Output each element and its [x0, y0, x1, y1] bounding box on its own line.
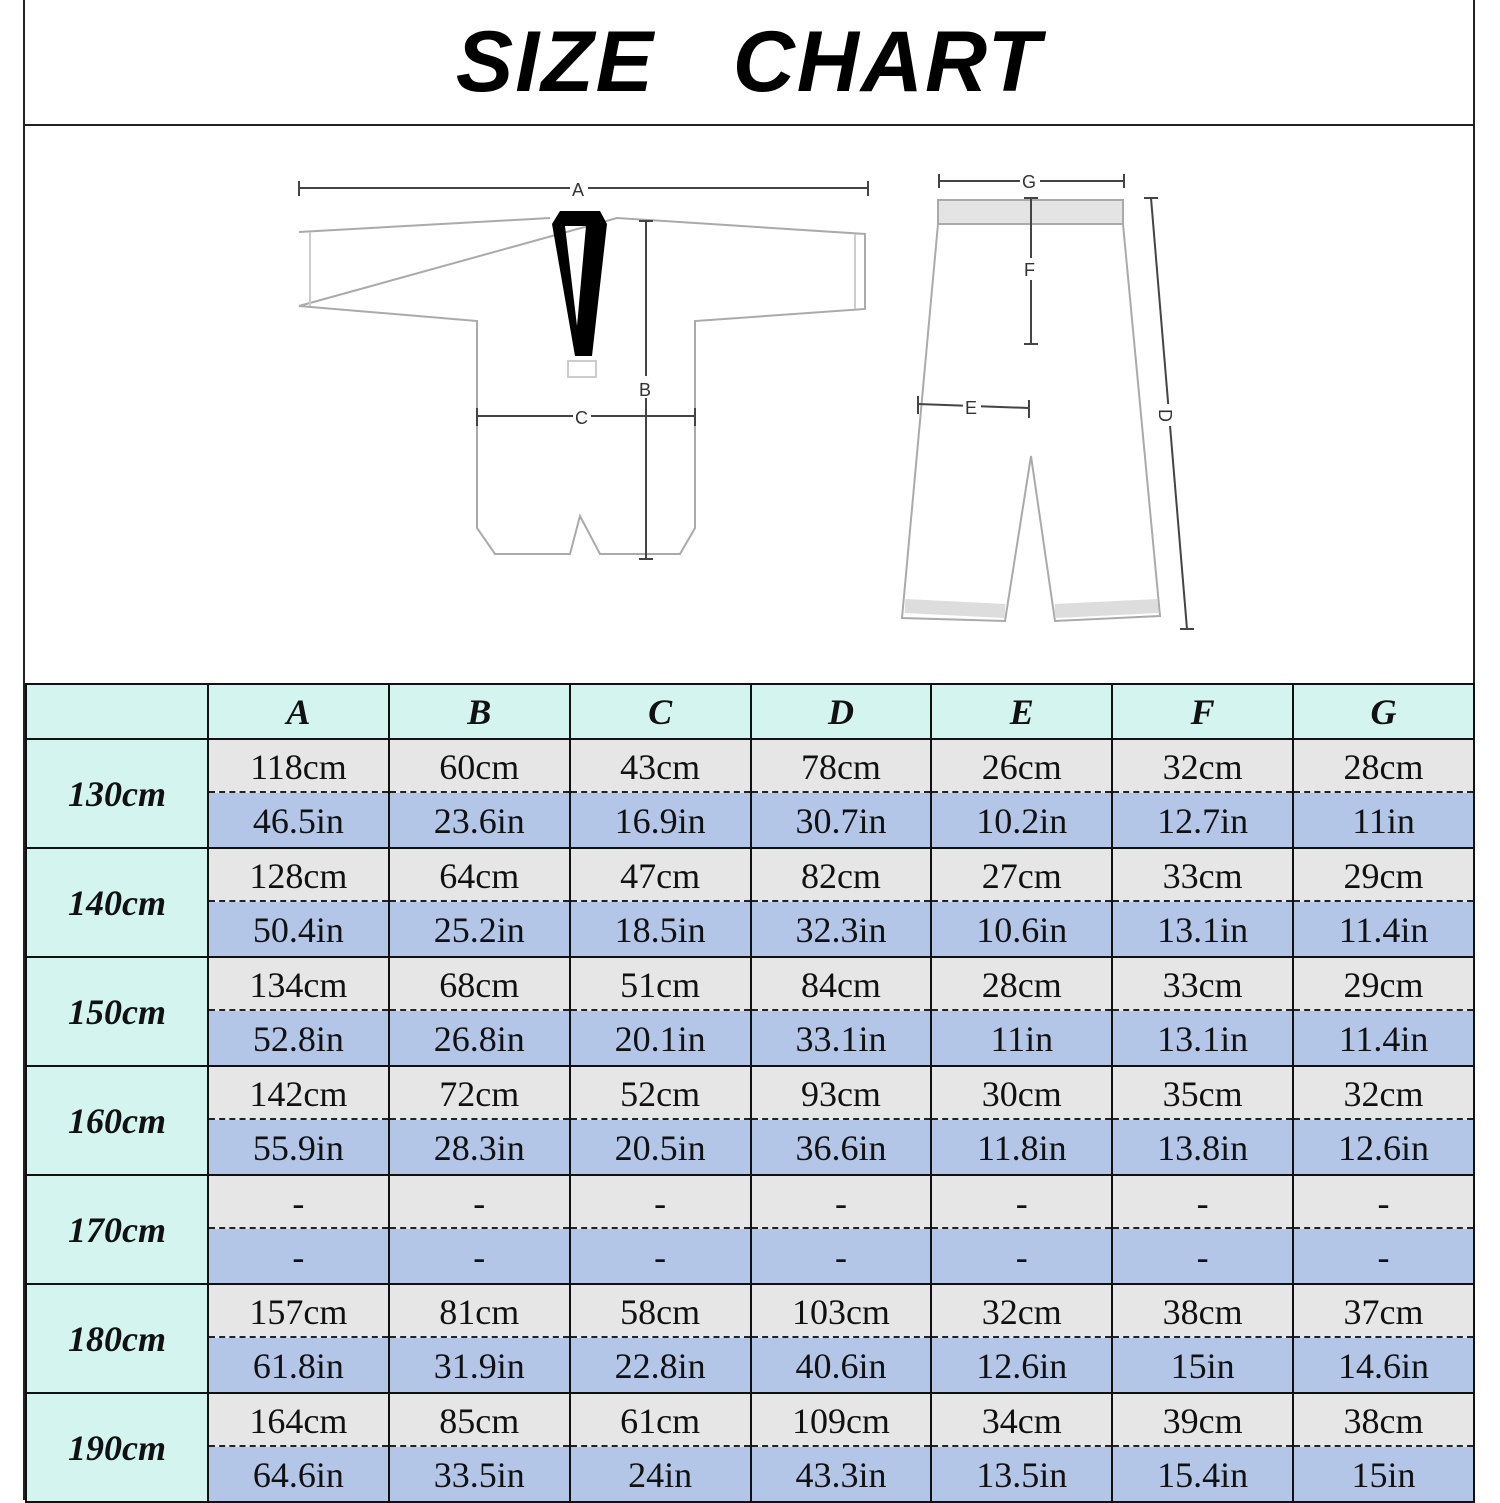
size-chart	[23, 0, 1475, 1500]
inch-value: 26.8in	[390, 1011, 569, 1065]
cm-value: 38cm	[1113, 1285, 1292, 1338]
measurement-cell	[1293, 848, 1474, 957]
jacket-outline	[299, 218, 865, 554]
column-header-d: D	[751, 684, 932, 739]
cm-value: 38cm	[1294, 1394, 1473, 1447]
cm-value: 78cm	[752, 740, 931, 793]
table-row	[26, 1175, 1474, 1284]
measurement-cell	[570, 957, 751, 1066]
measurement-cell	[1293, 1175, 1474, 1284]
inch-value: 11.4in	[1294, 1011, 1473, 1065]
cm-value: 47cm	[571, 849, 750, 902]
column-header-c: C	[570, 684, 751, 739]
inch-value: 50.4in	[209, 902, 388, 956]
inch-value: 18.5in	[571, 902, 750, 956]
table-row	[26, 848, 1474, 957]
column-header-a: A	[208, 684, 389, 739]
measurement-cell	[1112, 1284, 1293, 1393]
measurement-cell	[208, 848, 389, 957]
measurement-cell	[389, 739, 570, 848]
measurement-cell	[389, 1066, 570, 1175]
page-title: SIZE CHART	[455, 13, 1043, 110]
cm-value: 39cm	[1113, 1394, 1292, 1447]
cm-value: -	[209, 1176, 388, 1229]
table-row	[26, 957, 1474, 1066]
measurement-cell	[389, 1175, 570, 1284]
measurement-cell	[208, 1393, 389, 1502]
measurement-cell	[1112, 1175, 1293, 1284]
inch-value: -	[1294, 1229, 1473, 1283]
inch-value: 12.6in	[1294, 1120, 1473, 1174]
cm-value: 30cm	[932, 1067, 1111, 1120]
inch-value: -	[1113, 1229, 1292, 1283]
measurement-cell	[208, 957, 389, 1066]
cm-value: -	[1294, 1176, 1473, 1229]
measurement-cell	[570, 1175, 751, 1284]
inch-value: 13.5in	[932, 1447, 1111, 1501]
measurement-cell	[1112, 957, 1293, 1066]
inch-value: 15.4in	[1113, 1447, 1292, 1501]
inch-value: 12.6in	[932, 1338, 1111, 1392]
measurement-cell	[1293, 957, 1474, 1066]
cm-value: 72cm	[390, 1067, 569, 1120]
cm-value: 134cm	[209, 958, 388, 1011]
measurement-cell	[1112, 1393, 1293, 1502]
measurement-cell	[751, 739, 932, 848]
inch-value: -	[932, 1229, 1111, 1283]
measurement-cell	[751, 957, 932, 1066]
inch-value: 20.1in	[571, 1011, 750, 1065]
cm-value: 109cm	[752, 1394, 931, 1447]
measurement-cell	[931, 957, 1112, 1066]
measurement-cell	[570, 1284, 751, 1393]
cm-value: 118cm	[209, 740, 388, 793]
inch-value: 25.2in	[390, 902, 569, 956]
cm-value: 142cm	[209, 1067, 388, 1120]
label-g: G	[1022, 172, 1037, 192]
inch-value: 10.2in	[932, 793, 1111, 847]
table-header-row	[26, 684, 1474, 739]
inch-value: -	[209, 1229, 388, 1283]
inch-value: -	[571, 1229, 750, 1283]
cm-value: 58cm	[571, 1285, 750, 1338]
label-d: D	[1155, 409, 1175, 422]
inch-value: 24in	[571, 1447, 750, 1501]
cm-value: 81cm	[390, 1285, 569, 1338]
measurement-cell	[931, 1175, 1112, 1284]
measurement-cell	[208, 1066, 389, 1175]
cm-value: 82cm	[752, 849, 931, 902]
inch-value: 13.1in	[1113, 1011, 1292, 1065]
column-header-g: G	[1293, 684, 1474, 739]
measurement-cell	[389, 957, 570, 1066]
inch-value: 12.7in	[1113, 793, 1292, 847]
cm-value: 29cm	[1294, 849, 1473, 902]
cm-value: 93cm	[752, 1067, 931, 1120]
inch-value: 32.3in	[752, 902, 931, 956]
cm-value: -	[752, 1176, 931, 1229]
cm-value: 103cm	[752, 1285, 931, 1338]
cm-value: -	[571, 1176, 750, 1229]
inch-value: 22.8in	[571, 1338, 750, 1392]
measurement-cell	[208, 1175, 389, 1284]
cm-value: 33cm	[1113, 958, 1292, 1011]
header-corner	[26, 684, 208, 739]
measurement-cell	[751, 1284, 932, 1393]
measurement-cell	[1112, 848, 1293, 957]
size-label: 130cm	[26, 739, 208, 848]
cm-value: 34cm	[932, 1394, 1111, 1447]
inch-value: 11.8in	[932, 1120, 1111, 1174]
cm-value: -	[390, 1176, 569, 1229]
measurement-cell	[1112, 1066, 1293, 1175]
inch-value: -	[752, 1229, 931, 1283]
inch-value: 30.7in	[752, 793, 931, 847]
cm-value: 84cm	[752, 958, 931, 1011]
inch-value: 11.4in	[1294, 902, 1473, 956]
inch-value: 23.6in	[390, 793, 569, 847]
measurement-cell	[389, 1284, 570, 1393]
inch-value: 33.5in	[390, 1447, 569, 1501]
measurement-cell	[1293, 1284, 1474, 1393]
inch-value: 40.6in	[752, 1338, 931, 1392]
jacket-collar	[552, 211, 607, 356]
cm-value: 64cm	[390, 849, 569, 902]
measurement-cell	[1293, 1393, 1474, 1502]
measurement-cell	[751, 1175, 932, 1284]
title-box	[25, 0, 1473, 126]
inch-value: 55.9in	[209, 1120, 388, 1174]
measurement-cell	[570, 1066, 751, 1175]
cm-value: 28cm	[932, 958, 1111, 1011]
cm-value: -	[932, 1176, 1111, 1229]
measurement-cell	[1293, 1066, 1474, 1175]
cm-value: 32cm	[1113, 740, 1292, 793]
measurement-cell	[1293, 739, 1474, 848]
measurement-cell	[208, 1284, 389, 1393]
inch-value: 15in	[1113, 1338, 1292, 1392]
measurement-cell	[208, 739, 389, 848]
cm-value: 52cm	[571, 1067, 750, 1120]
label-e: E	[965, 398, 978, 418]
cm-value: 32cm	[1294, 1067, 1473, 1120]
label-c: C	[575, 408, 588, 428]
inch-value: 14.6in	[1294, 1338, 1473, 1392]
cm-value: 157cm	[209, 1285, 388, 1338]
measure-lines	[299, 174, 1194, 629]
inch-value: 13.8in	[1113, 1120, 1292, 1174]
column-header-f: F	[1112, 684, 1293, 739]
cm-value: 28cm	[1294, 740, 1473, 793]
cm-value: 61cm	[571, 1394, 750, 1447]
inch-value: 36.6in	[752, 1120, 931, 1174]
column-header-e: E	[931, 684, 1112, 739]
measurement-cell	[751, 1393, 932, 1502]
inch-value: 28.3in	[390, 1120, 569, 1174]
inch-value: 64.6in	[209, 1447, 388, 1501]
inch-value: 11in	[1294, 793, 1473, 847]
inch-value: 15in	[1294, 1447, 1473, 1501]
size-table	[25, 683, 1475, 1503]
size-label: 170cm	[26, 1175, 208, 1284]
measurement-cell	[931, 739, 1112, 848]
column-header-b: B	[389, 684, 570, 739]
inch-value: 13.1in	[1113, 902, 1292, 956]
cm-value: 35cm	[1113, 1067, 1292, 1120]
inch-value: 11in	[932, 1011, 1111, 1065]
cm-value: 27cm	[932, 849, 1111, 902]
size-label: 190cm	[26, 1393, 208, 1502]
measurement-cell	[931, 1393, 1112, 1502]
size-label: 180cm	[26, 1284, 208, 1393]
table-row	[26, 1393, 1474, 1502]
inch-value: -	[390, 1229, 569, 1283]
inch-value: 33.1in	[752, 1011, 931, 1065]
cm-value: 37cm	[1294, 1285, 1473, 1338]
measurement-cell	[751, 848, 932, 957]
cm-value: 51cm	[571, 958, 750, 1011]
cm-value: 164cm	[209, 1394, 388, 1447]
measurement-cell	[389, 848, 570, 957]
inch-value: 31.9in	[390, 1338, 569, 1392]
measurement-cell	[570, 739, 751, 848]
inch-value: 10.6in	[932, 902, 1111, 956]
cm-value: 60cm	[390, 740, 569, 793]
inch-value: 61.8in	[209, 1338, 388, 1392]
cm-value: 128cm	[209, 849, 388, 902]
cm-value: 68cm	[390, 958, 569, 1011]
cm-value: 33cm	[1113, 849, 1292, 902]
measurement-cell	[570, 1393, 751, 1502]
garment-illustration	[25, 126, 1473, 683]
size-label: 150cm	[26, 957, 208, 1066]
measurement-cell	[931, 1066, 1112, 1175]
cm-value: 85cm	[390, 1394, 569, 1447]
label-b: B	[639, 380, 652, 400]
cm-value: -	[1113, 1176, 1292, 1229]
table-row	[26, 1284, 1474, 1393]
label-a: A	[572, 180, 585, 200]
inch-value: 52.8in	[209, 1011, 388, 1065]
cm-value: 26cm	[932, 740, 1111, 793]
measurement-cell	[1112, 739, 1293, 848]
cm-value: 32cm	[932, 1285, 1111, 1338]
size-label: 160cm	[26, 1066, 208, 1175]
inch-value: 20.5in	[571, 1120, 750, 1174]
measurement-cell	[389, 1393, 570, 1502]
table-row	[26, 1066, 1474, 1175]
inch-value: 16.9in	[571, 793, 750, 847]
garment-diagram	[25, 126, 1473, 683]
table-row	[26, 739, 1474, 848]
cm-value: 43cm	[571, 740, 750, 793]
inch-value: 46.5in	[209, 793, 388, 847]
measurement-cell	[931, 848, 1112, 957]
size-label: 140cm	[26, 848, 208, 957]
cm-value: 29cm	[1294, 958, 1473, 1011]
measurement-cell	[570, 848, 751, 957]
inch-value: 43.3in	[752, 1447, 931, 1501]
label-f: F	[1024, 260, 1035, 280]
measurement-cell	[751, 1066, 932, 1175]
measurement-cell	[931, 1284, 1112, 1393]
